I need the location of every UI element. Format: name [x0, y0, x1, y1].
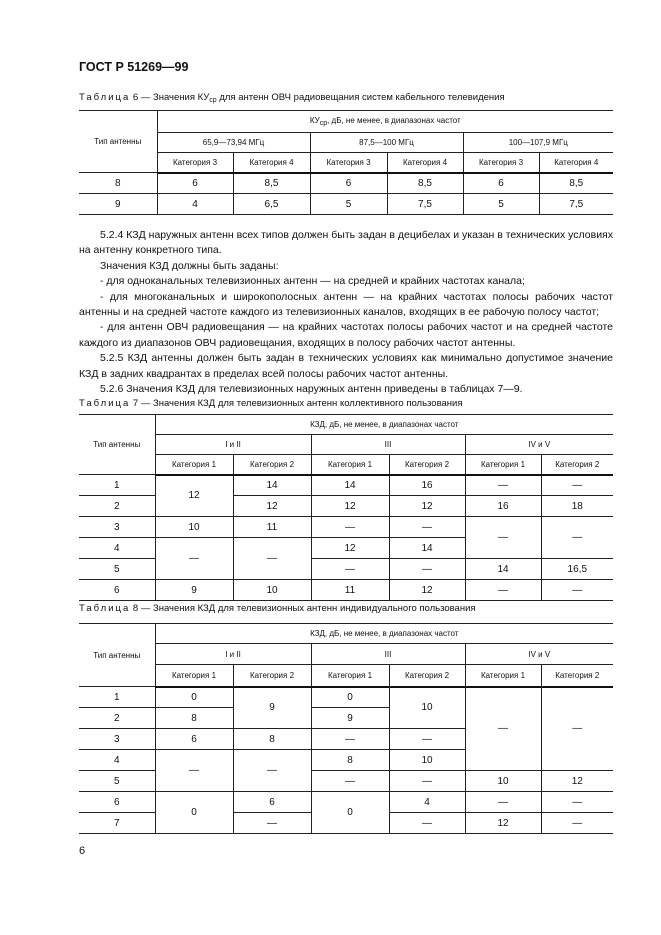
paragraph-kzd-intro: Значения КЗД должны быть заданы: — [100, 259, 279, 272]
table8-cell: 0 — [155, 792, 233, 834]
table7-type: 1 — [79, 475, 155, 496]
table8-cat2: Категория 2 — [541, 665, 613, 687]
table8 — [79, 623, 613, 834]
table7-cell: — — [155, 538, 233, 580]
table6 — [79, 110, 613, 215]
table6-super-post: , дБ, не менее, в диапазонах частот — [327, 116, 461, 125]
table8-cat1: Категория 1 — [465, 665, 541, 687]
table8-cat1: Категория 1 — [311, 665, 389, 687]
table7-cell: — — [541, 517, 613, 559]
table7-cell: — — [389, 517, 465, 538]
table6-cat4: Категория 4 — [539, 153, 613, 173]
table7-cat1: Категория 1 — [155, 455, 233, 475]
table8-cell: — — [541, 792, 613, 813]
table8-cell: — — [389, 771, 465, 792]
table6-super-pre: КУ — [309, 116, 320, 125]
table7-head-type: Тип антенны — [79, 415, 155, 475]
table8-cell: — — [233, 813, 311, 834]
table7-cell: 12 — [389, 580, 465, 601]
table6-cat4: Категория 4 — [233, 153, 310, 173]
table-row — [79, 580, 613, 601]
table7-type: 6 — [79, 580, 155, 601]
table7-caption — [79, 398, 463, 409]
table7-cell: 16,5 — [541, 559, 613, 580]
table7-cell: — — [465, 580, 541, 601]
page-number: 6 — [79, 845, 86, 857]
table8-caption-number: 8 — [132, 603, 139, 614]
body-text — [79, 228, 613, 397]
table8-type: 5 — [79, 771, 155, 792]
table6-caption-sub: ср — [209, 97, 217, 104]
table6-cat3: Категория 3 — [463, 153, 539, 173]
table7-type: 3 — [79, 517, 155, 538]
table8-cell: — — [155, 750, 233, 792]
table7-cell: 16 — [465, 496, 541, 517]
table7-cell: 12 — [155, 475, 233, 517]
table7-band-3: IV и V — [465, 435, 613, 455]
table8-cell: — — [233, 750, 311, 792]
table7-cell: 14 — [233, 475, 311, 496]
table8-type: 2 — [79, 708, 155, 729]
table8-type: 6 — [79, 792, 155, 813]
table8-cat2: Категория 2 — [389, 665, 465, 687]
table7 — [79, 414, 613, 601]
table8-cell: 9 — [233, 687, 311, 729]
table7-cell: — — [311, 559, 389, 580]
table7-cell: — — [389, 559, 465, 580]
table6-cell: 7,5 — [539, 194, 613, 215]
table7-cell: 12 — [389, 496, 465, 517]
table8-type: 7 — [79, 813, 155, 834]
table8-cell: 12 — [541, 771, 613, 792]
table6-cell: 8,5 — [233, 173, 310, 194]
table6-cell: 8,5 — [387, 173, 463, 194]
table8-head-super: КЗД, дБ, не менее, в диапазонах частот — [155, 624, 613, 644]
table8-cell: 12 — [465, 813, 541, 834]
table8-cell: 0 — [311, 687, 389, 708]
table8-cell: — — [541, 687, 613, 771]
table6-cat4: Категория 4 — [387, 153, 463, 173]
table7-cell: — — [541, 475, 613, 496]
table7-cell: 11 — [233, 517, 311, 538]
table8-type: 1 — [79, 687, 155, 708]
table8-type: 3 — [79, 729, 155, 750]
table7-cell: 12 — [311, 496, 389, 517]
paragraph-list-item: - для многоканальных и широкополосных антенн — на крайних частотах полосы рабочих частот антенны и на средней частоте каждого из телевизионных каналов, входящих в ее рабочую полосу частот; — [79, 290, 613, 319]
table8-caption-rest: — Значения КЗД для телевизионных антенн индивидуального пользования — [140, 603, 476, 614]
table-row — [79, 194, 613, 215]
table8-cell: — — [311, 771, 389, 792]
document-id: ГОСТ Р 51269—99 — [79, 60, 189, 74]
table8-caption — [79, 603, 476, 614]
table7-cell: 14 — [311, 475, 389, 496]
paragraph-list-item: - для одноканальных телевизионных антенн — на средней и крайних частотах канала; — [100, 275, 525, 288]
table6-head-type: Тип антенны — [79, 111, 157, 173]
table6-head-super — [157, 111, 613, 133]
table8-cat1: Категория 1 — [155, 665, 233, 687]
table8-cell: 6 — [233, 792, 311, 813]
table8-type: 4 — [79, 750, 155, 771]
table7-band-2: III — [311, 435, 465, 455]
table8-cell: 10 — [389, 687, 465, 729]
table7-cell: — — [465, 475, 541, 496]
table6-super-sub: ср — [319, 120, 328, 127]
table8-cell: 10 — [465, 771, 541, 792]
table8-band-2: III — [311, 644, 465, 665]
table7-cat1: Категория 1 — [311, 455, 389, 475]
table8-cat2: Категория 2 — [233, 665, 311, 687]
table7-type: 5 — [79, 559, 155, 580]
table7-caption-number: 7 — [132, 398, 139, 409]
table6-caption-word: Таблица — [79, 92, 131, 103]
table7-cell: 18 — [541, 496, 613, 517]
table7-cell: 16 — [389, 475, 465, 496]
table8-cell: 8 — [233, 729, 311, 750]
table6-cell: 5 — [463, 194, 539, 215]
table7-head-super: КЗД, дБ, не менее, в диапазонах частот — [155, 415, 613, 435]
table8-cell: 10 — [389, 750, 465, 771]
table7-cell: 11 — [311, 580, 389, 601]
table-row — [79, 475, 613, 496]
table7-band-1: I и II — [155, 435, 311, 455]
table7-cat2: Категория 2 — [233, 455, 311, 475]
table6-cell: 6,5 — [233, 194, 310, 215]
table6-cell: 9 — [79, 194, 157, 215]
table8-band-3: IV и V — [465, 644, 613, 665]
table7-cell: 12 — [233, 496, 311, 517]
table6-cell: 6 — [157, 173, 233, 194]
table6-cell: 6 — [463, 173, 539, 194]
table7-cat2: Категория 2 — [541, 455, 613, 475]
table6-cell: 8,5 — [539, 173, 613, 194]
table6-cat3: Категория 3 — [157, 153, 233, 173]
table7-cell: — — [541, 580, 613, 601]
table8-cell: 6 — [155, 729, 233, 750]
table-row — [79, 687, 613, 708]
table7-caption-rest: — Значения КЗД для телевизионных антенн коллективного пользования — [140, 398, 463, 409]
table7-type: 4 — [79, 538, 155, 559]
table8-cell: — — [311, 729, 389, 750]
table8-head-type: Тип антенны — [79, 624, 155, 687]
table7-type: 2 — [79, 496, 155, 517]
table6-caption-number: 6 — [132, 92, 139, 103]
table6-cat3: Категория 3 — [310, 153, 387, 173]
table6-caption-pre: — Значения КУ — [140, 92, 210, 103]
table7-cell: 10 — [155, 517, 233, 538]
table8-band-1: I и II — [155, 644, 311, 665]
table6-cell: 7,5 — [387, 194, 463, 215]
table8-caption-word: Таблица — [79, 603, 131, 614]
table7-cell: — — [465, 517, 541, 559]
table8-cell: — — [541, 813, 613, 834]
table8-cell: — — [389, 813, 465, 834]
table8-cell: 0 — [311, 792, 389, 834]
table7-cell: 12 — [311, 538, 389, 559]
paragraph-5-2-4: 5.2.4 КЗД наружных антенн всех типов должен быть задан в децибелах и указан в технических условиях на антенну конкретного типа. — [79, 229, 613, 257]
table6-caption-post: для антенн ОВЧ радиовещания систем кабельного телевидения — [216, 92, 505, 103]
table7-cell: 14 — [389, 538, 465, 559]
table8-cell: 4 — [389, 792, 465, 813]
table7-cell: 9 — [155, 580, 233, 601]
table6-cell: 8 — [79, 173, 157, 194]
table6-band-1: 65,9—73,94 МГц — [157, 133, 310, 153]
table7-caption-word: Таблица — [79, 398, 131, 409]
table8-cell: — — [465, 687, 541, 771]
table-row — [79, 517, 613, 538]
table8-cell: 8 — [155, 708, 233, 729]
table6-cell: 4 — [157, 194, 233, 215]
table8-cell: — — [389, 729, 465, 750]
table8-cell: 9 — [311, 708, 389, 729]
paragraph-5-2-5: 5.2.5 КЗД антенны должен быть задан в технических условиях как минимально допустимое значение КЗД в задних квадрантах в пределах всей полосы рабочих частот антенны. — [79, 352, 613, 380]
table6-caption — [79, 92, 505, 104]
paragraph-list-item: - для антенн ОВЧ радиовещания — на крайних частотах полосы рабочих частот и на средней частоте каждого из диапазонов ОВЧ радиовещания, входящих в полосу рабочих частот антенны. — [79, 321, 613, 349]
table6-cell: 5 — [310, 194, 387, 215]
table6-band-2: 87,5—100 МГц — [310, 133, 463, 153]
table7-cell: — — [311, 517, 389, 538]
table6-cell: 6 — [310, 173, 387, 194]
table-row — [79, 173, 613, 194]
table7-cell: 14 — [465, 559, 541, 580]
table8-cell: 0 — [155, 687, 233, 708]
table7-cell: 10 — [233, 580, 311, 601]
paragraph-5-2-6: 5.2.6 Значения КЗД для телевизионных наружных антенн приведены в таблицах 7—9. — [100, 383, 523, 396]
table8-cell: 8 — [311, 750, 389, 771]
table7-cat2: Категория 2 — [389, 455, 465, 475]
table6-band-3: 100—107,9 МГц — [463, 133, 613, 153]
table7-cat1: Категория 1 — [465, 455, 541, 475]
table-row — [79, 792, 613, 813]
table7-cell: — — [233, 538, 311, 580]
table8-cell: — — [465, 792, 541, 813]
